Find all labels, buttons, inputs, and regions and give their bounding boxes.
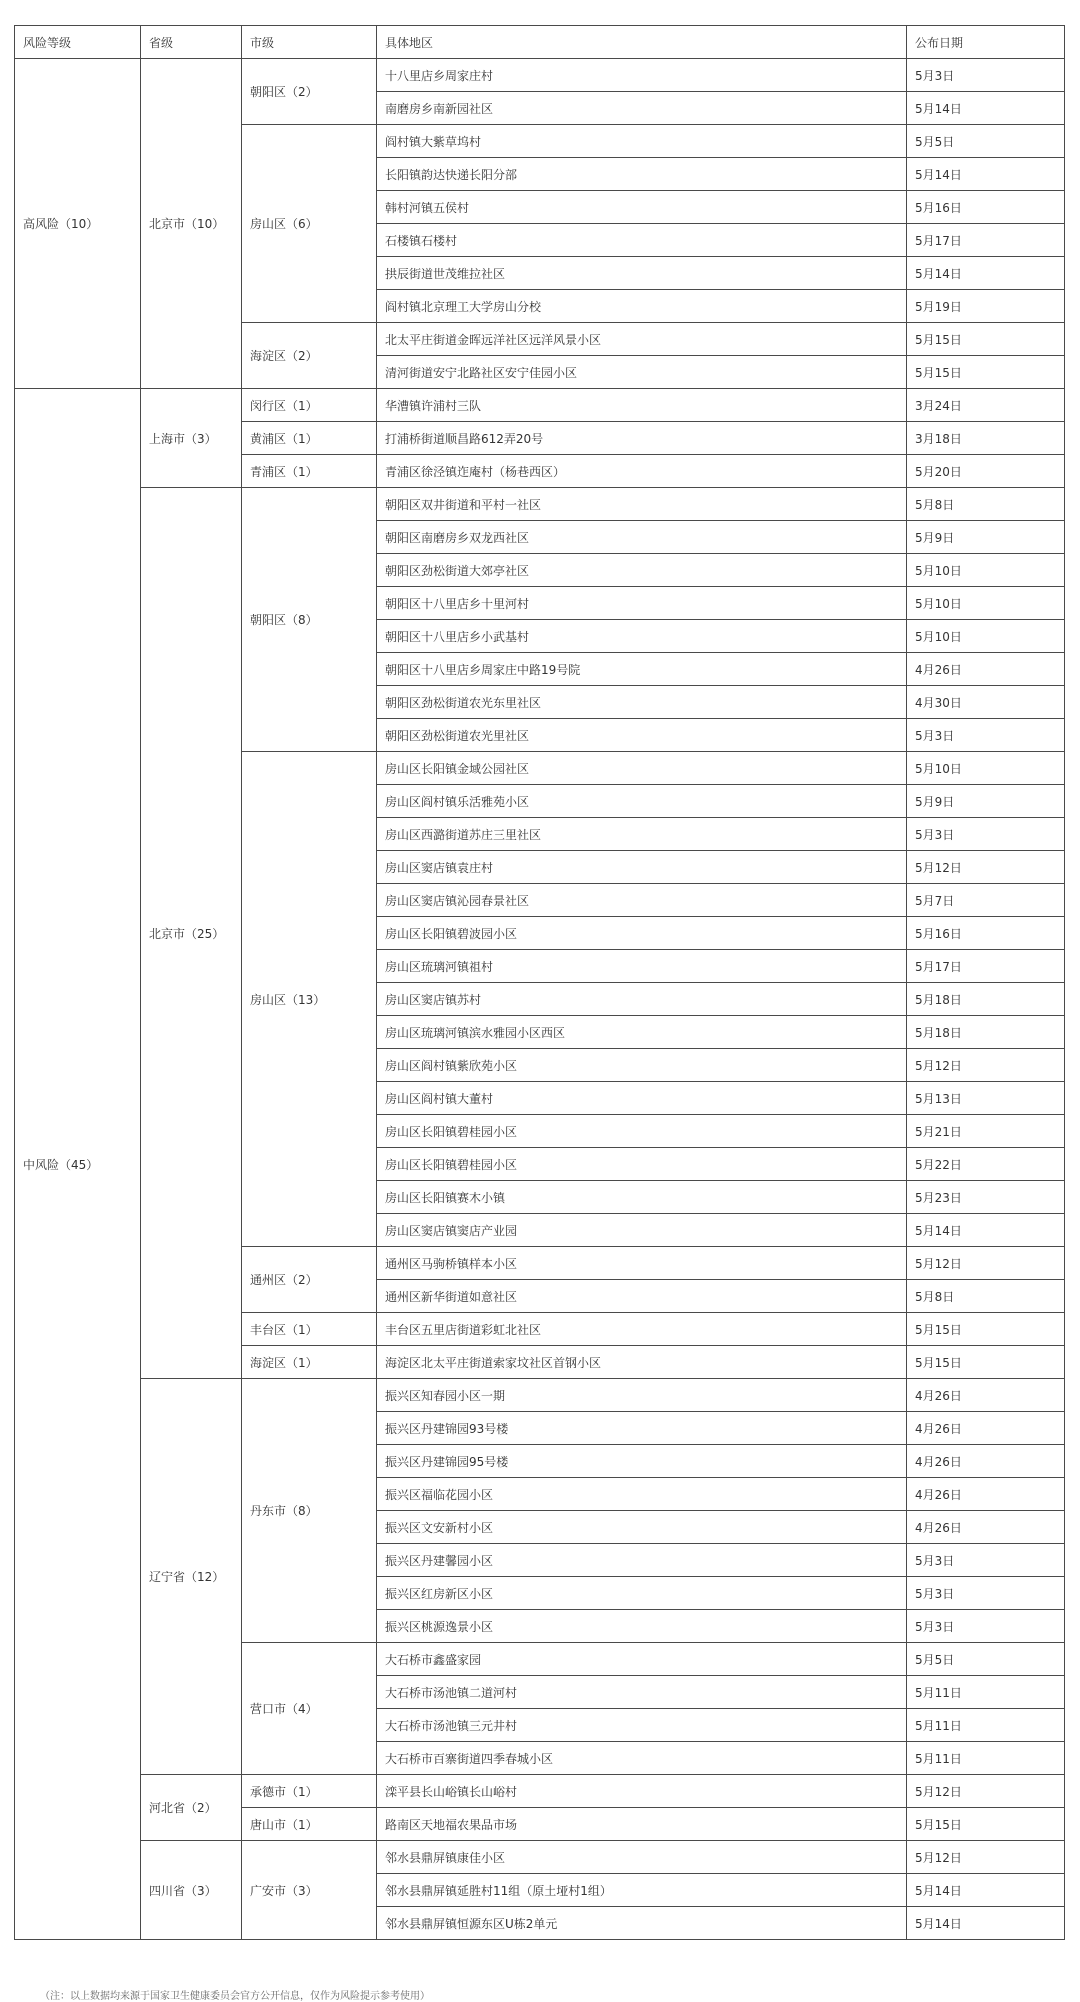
date-cell: 5月16日 bbox=[907, 191, 1065, 224]
city-cell: 黄浦区（1） bbox=[242, 422, 377, 455]
header-date: 公布日期 bbox=[907, 26, 1065, 59]
date-cell: 5月18日 bbox=[907, 983, 1065, 1016]
area-cell: 房山区窦店镇窦店产业园 bbox=[377, 1214, 907, 1247]
city-cell: 海淀区（2） bbox=[242, 323, 377, 389]
date-cell: 5月5日 bbox=[907, 1643, 1065, 1676]
city-cell: 青浦区（1） bbox=[242, 455, 377, 488]
date-cell: 5月7日 bbox=[907, 884, 1065, 917]
province-cell: 辽宁省（12） bbox=[141, 1379, 242, 1775]
area-cell: 路南区天地福农果品市场 bbox=[377, 1808, 907, 1841]
date-cell: 4月26日 bbox=[907, 1511, 1065, 1544]
area-cell: 振兴区福临花园小区 bbox=[377, 1478, 907, 1511]
city-cell: 广安市（3） bbox=[242, 1841, 377, 1940]
area-cell: 房山区阎村镇大董村 bbox=[377, 1082, 907, 1115]
header-province: 省级 bbox=[141, 26, 242, 59]
province-cell: 北京市（25） bbox=[141, 488, 242, 1379]
city-cell: 朝阳区（8） bbox=[242, 488, 377, 752]
date-cell: 5月11日 bbox=[907, 1742, 1065, 1775]
table-row bbox=[15, 1775, 1065, 1808]
area-cell: 海淀区北太平庄街道索家坟社区首钢小区 bbox=[377, 1346, 907, 1379]
date-cell: 4月26日 bbox=[907, 1445, 1065, 1478]
date-cell: 3月18日 bbox=[907, 422, 1065, 455]
date-cell: 5月21日 bbox=[907, 1115, 1065, 1148]
date-cell: 5月15日 bbox=[907, 323, 1065, 356]
area-cell: 房山区长阳镇碧桂园小区 bbox=[377, 1115, 907, 1148]
date-cell: 5月3日 bbox=[907, 719, 1065, 752]
area-cell: 通州区马驹桥镇样本小区 bbox=[377, 1247, 907, 1280]
date-cell: 5月12日 bbox=[907, 851, 1065, 884]
city-cell: 房山区（13） bbox=[242, 752, 377, 1247]
table-header-row bbox=[15, 26, 1065, 59]
date-cell: 5月10日 bbox=[907, 620, 1065, 653]
area-cell: 青浦区徐泾镇迮庵村（杨巷西区） bbox=[377, 455, 907, 488]
area-cell: 朝阳区劲松街道农光里社区 bbox=[377, 719, 907, 752]
date-cell: 4月26日 bbox=[907, 653, 1065, 686]
area-cell: 房山区窦店镇沁园春景社区 bbox=[377, 884, 907, 917]
area-cell: 朝阳区十八里店乡周家庄中路19号院 bbox=[377, 653, 907, 686]
city-cell: 丰台区（1） bbox=[242, 1313, 377, 1346]
date-cell: 5月8日 bbox=[907, 488, 1065, 521]
province-cell: 北京市（10） bbox=[141, 59, 242, 389]
area-cell: 通州区新华街道如意社区 bbox=[377, 1280, 907, 1313]
area-cell: 邻水县鼎屏镇恒源东区U栋2单元 bbox=[377, 1907, 907, 1940]
date-cell: 5月11日 bbox=[907, 1709, 1065, 1742]
date-cell: 4月26日 bbox=[907, 1412, 1065, 1445]
date-cell: 5月12日 bbox=[907, 1841, 1065, 1874]
date-cell: 5月11日 bbox=[907, 1676, 1065, 1709]
area-cell: 北太平庄街道金晖远洋社区远洋风景小区 bbox=[377, 323, 907, 356]
header-risk-level: 风险等级 bbox=[15, 26, 141, 59]
date-cell: 5月10日 bbox=[907, 554, 1065, 587]
date-cell: 5月14日 bbox=[907, 92, 1065, 125]
risk-area-sheet bbox=[14, 25, 1064, 1940]
province-cell: 四川省（3） bbox=[141, 1841, 242, 1940]
date-cell: 5月9日 bbox=[907, 521, 1065, 554]
area-cell: 振兴区红房新区小区 bbox=[377, 1577, 907, 1610]
table-row bbox=[15, 1379, 1065, 1412]
area-cell: 拱辰街道世茂维拉社区 bbox=[377, 257, 907, 290]
area-cell: 房山区窦店镇苏村 bbox=[377, 983, 907, 1016]
date-cell: 5月22日 bbox=[907, 1148, 1065, 1181]
risk-area-table bbox=[14, 25, 1065, 1940]
area-cell: 韩村河镇五侯村 bbox=[377, 191, 907, 224]
area-cell: 朝阳区十八里店乡小武基村 bbox=[377, 620, 907, 653]
date-cell: 5月16日 bbox=[907, 917, 1065, 950]
table-row bbox=[15, 1841, 1065, 1874]
area-cell: 阎村镇大紫草坞村 bbox=[377, 125, 907, 158]
area-cell: 振兴区丹建锦园93号楼 bbox=[377, 1412, 907, 1445]
area-cell: 房山区长阳镇碧桂园小区 bbox=[377, 1148, 907, 1181]
date-cell: 5月8日 bbox=[907, 1280, 1065, 1313]
table-row bbox=[15, 488, 1065, 521]
city-cell: 朝阳区（2） bbox=[242, 59, 377, 125]
city-cell: 通州区（2） bbox=[242, 1247, 377, 1313]
table-row bbox=[15, 59, 1065, 92]
area-cell: 邻水县鼎屏镇延胜村11组（原土垭村1组） bbox=[377, 1874, 907, 1907]
risk-level-cell: 高风险（10） bbox=[15, 59, 141, 389]
date-cell: 5月14日 bbox=[907, 257, 1065, 290]
province-cell: 河北省（2） bbox=[141, 1775, 242, 1841]
area-cell: 朝阳区劲松街道农光东里社区 bbox=[377, 686, 907, 719]
date-cell: 5月10日 bbox=[907, 752, 1065, 785]
date-cell: 5月15日 bbox=[907, 1808, 1065, 1841]
date-cell: 4月26日 bbox=[907, 1478, 1065, 1511]
area-cell: 房山区长阳镇赛木小镇 bbox=[377, 1181, 907, 1214]
province-cell: 上海市（3） bbox=[141, 389, 242, 488]
date-cell: 5月3日 bbox=[907, 818, 1065, 851]
date-cell: 5月3日 bbox=[907, 59, 1065, 92]
date-cell: 5月15日 bbox=[907, 1346, 1065, 1379]
date-cell: 3月24日 bbox=[907, 389, 1065, 422]
date-cell: 5月17日 bbox=[907, 950, 1065, 983]
header-area: 具体地区 bbox=[377, 26, 907, 59]
area-cell: 华漕镇许浦村三队 bbox=[377, 389, 907, 422]
area-cell: 振兴区丹建锦园95号楼 bbox=[377, 1445, 907, 1478]
date-cell: 5月14日 bbox=[907, 1907, 1065, 1940]
area-cell: 大石桥市汤池镇二道河村 bbox=[377, 1676, 907, 1709]
date-cell: 5月23日 bbox=[907, 1181, 1065, 1214]
date-cell: 5月15日 bbox=[907, 356, 1065, 389]
area-cell: 清河街道安宁北路社区安宁佳园小区 bbox=[377, 356, 907, 389]
area-cell: 振兴区桃源逸景小区 bbox=[377, 1610, 907, 1643]
date-cell: 5月18日 bbox=[907, 1016, 1065, 1049]
area-cell: 房山区长阳镇碧波园小区 bbox=[377, 917, 907, 950]
date-cell: 5月12日 bbox=[907, 1775, 1065, 1808]
date-cell: 5月13日 bbox=[907, 1082, 1065, 1115]
area-cell: 大石桥市鑫盛家园 bbox=[377, 1643, 907, 1676]
date-cell: 5月9日 bbox=[907, 785, 1065, 818]
date-cell: 5月14日 bbox=[907, 1874, 1065, 1907]
date-cell: 4月30日 bbox=[907, 686, 1065, 719]
date-cell: 5月3日 bbox=[907, 1577, 1065, 1610]
date-cell: 5月20日 bbox=[907, 455, 1065, 488]
table-row bbox=[15, 389, 1065, 422]
area-cell: 朝阳区南磨房乡双龙西社区 bbox=[377, 521, 907, 554]
city-cell: 房山区（6） bbox=[242, 125, 377, 323]
date-cell: 4月26日 bbox=[907, 1379, 1065, 1412]
date-cell: 5月12日 bbox=[907, 1049, 1065, 1082]
date-cell: 5月12日 bbox=[907, 1247, 1065, 1280]
area-cell: 房山区琉璃河镇滨水雅园小区西区 bbox=[377, 1016, 907, 1049]
area-cell: 房山区长阳镇金域公园社区 bbox=[377, 752, 907, 785]
area-cell: 朝阳区十八里店乡十里河村 bbox=[377, 587, 907, 620]
area-cell: 大石桥市汤池镇三元井村 bbox=[377, 1709, 907, 1742]
area-cell: 朝阳区劲松街道大郊亭社区 bbox=[377, 554, 907, 587]
date-cell: 5月10日 bbox=[907, 587, 1065, 620]
city-cell: 闵行区（1） bbox=[242, 389, 377, 422]
area-cell: 房山区阎村镇乐活雅苑小区 bbox=[377, 785, 907, 818]
city-cell: 丹东市（8） bbox=[242, 1379, 377, 1643]
area-cell: 振兴区丹建馨园小区 bbox=[377, 1544, 907, 1577]
area-cell: 邻水县鼎屏镇康佳小区 bbox=[377, 1841, 907, 1874]
area-cell: 阎村镇北京理工大学房山分校 bbox=[377, 290, 907, 323]
date-cell: 5月14日 bbox=[907, 158, 1065, 191]
risk-level-cell: 中风险（45） bbox=[15, 389, 141, 1940]
date-cell: 5月3日 bbox=[907, 1610, 1065, 1643]
header-city: 市级 bbox=[242, 26, 377, 59]
date-cell: 5月3日 bbox=[907, 1544, 1065, 1577]
area-cell: 大石桥市百寨街道四季春城小区 bbox=[377, 1742, 907, 1775]
area-cell: 滦平县长山峪镇长山峪村 bbox=[377, 1775, 907, 1808]
date-cell: 5月17日 bbox=[907, 224, 1065, 257]
area-cell: 朝阳区双井街道和平村一社区 bbox=[377, 488, 907, 521]
area-cell: 房山区阎村镇紫欣苑小区 bbox=[377, 1049, 907, 1082]
area-cell: 长阳镇韵达快递长阳分部 bbox=[377, 158, 907, 191]
area-cell: 丰台区五里店街道彩虹北社区 bbox=[377, 1313, 907, 1346]
date-cell: 5月19日 bbox=[907, 290, 1065, 323]
area-cell: 房山区琉璃河镇祖村 bbox=[377, 950, 907, 983]
city-cell: 唐山市（1） bbox=[242, 1808, 377, 1841]
area-cell: 南磨房乡南新园社区 bbox=[377, 92, 907, 125]
footnote: （注：以上数据均来源于国家卫生健康委员会官方公开信息，仅作为风险提示参考使用） bbox=[40, 1991, 430, 2002]
city-cell: 海淀区（1） bbox=[242, 1346, 377, 1379]
date-cell: 5月14日 bbox=[907, 1214, 1065, 1247]
area-cell: 振兴区文安新村小区 bbox=[377, 1511, 907, 1544]
area-cell: 振兴区知春园小区一期 bbox=[377, 1379, 907, 1412]
area-cell: 打浦桥街道顺昌路612弄20号 bbox=[377, 422, 907, 455]
table-body bbox=[15, 59, 1065, 1940]
date-cell: 5月5日 bbox=[907, 125, 1065, 158]
area-cell: 房山区窦店镇袁庄村 bbox=[377, 851, 907, 884]
area-cell: 十八里店乡周家庄村 bbox=[377, 59, 907, 92]
area-cell: 石楼镇石楼村 bbox=[377, 224, 907, 257]
date-cell: 5月15日 bbox=[907, 1313, 1065, 1346]
city-cell: 承德市（1） bbox=[242, 1775, 377, 1808]
area-cell: 房山区西潞街道苏庄三里社区 bbox=[377, 818, 907, 851]
city-cell: 营口市（4） bbox=[242, 1643, 377, 1775]
